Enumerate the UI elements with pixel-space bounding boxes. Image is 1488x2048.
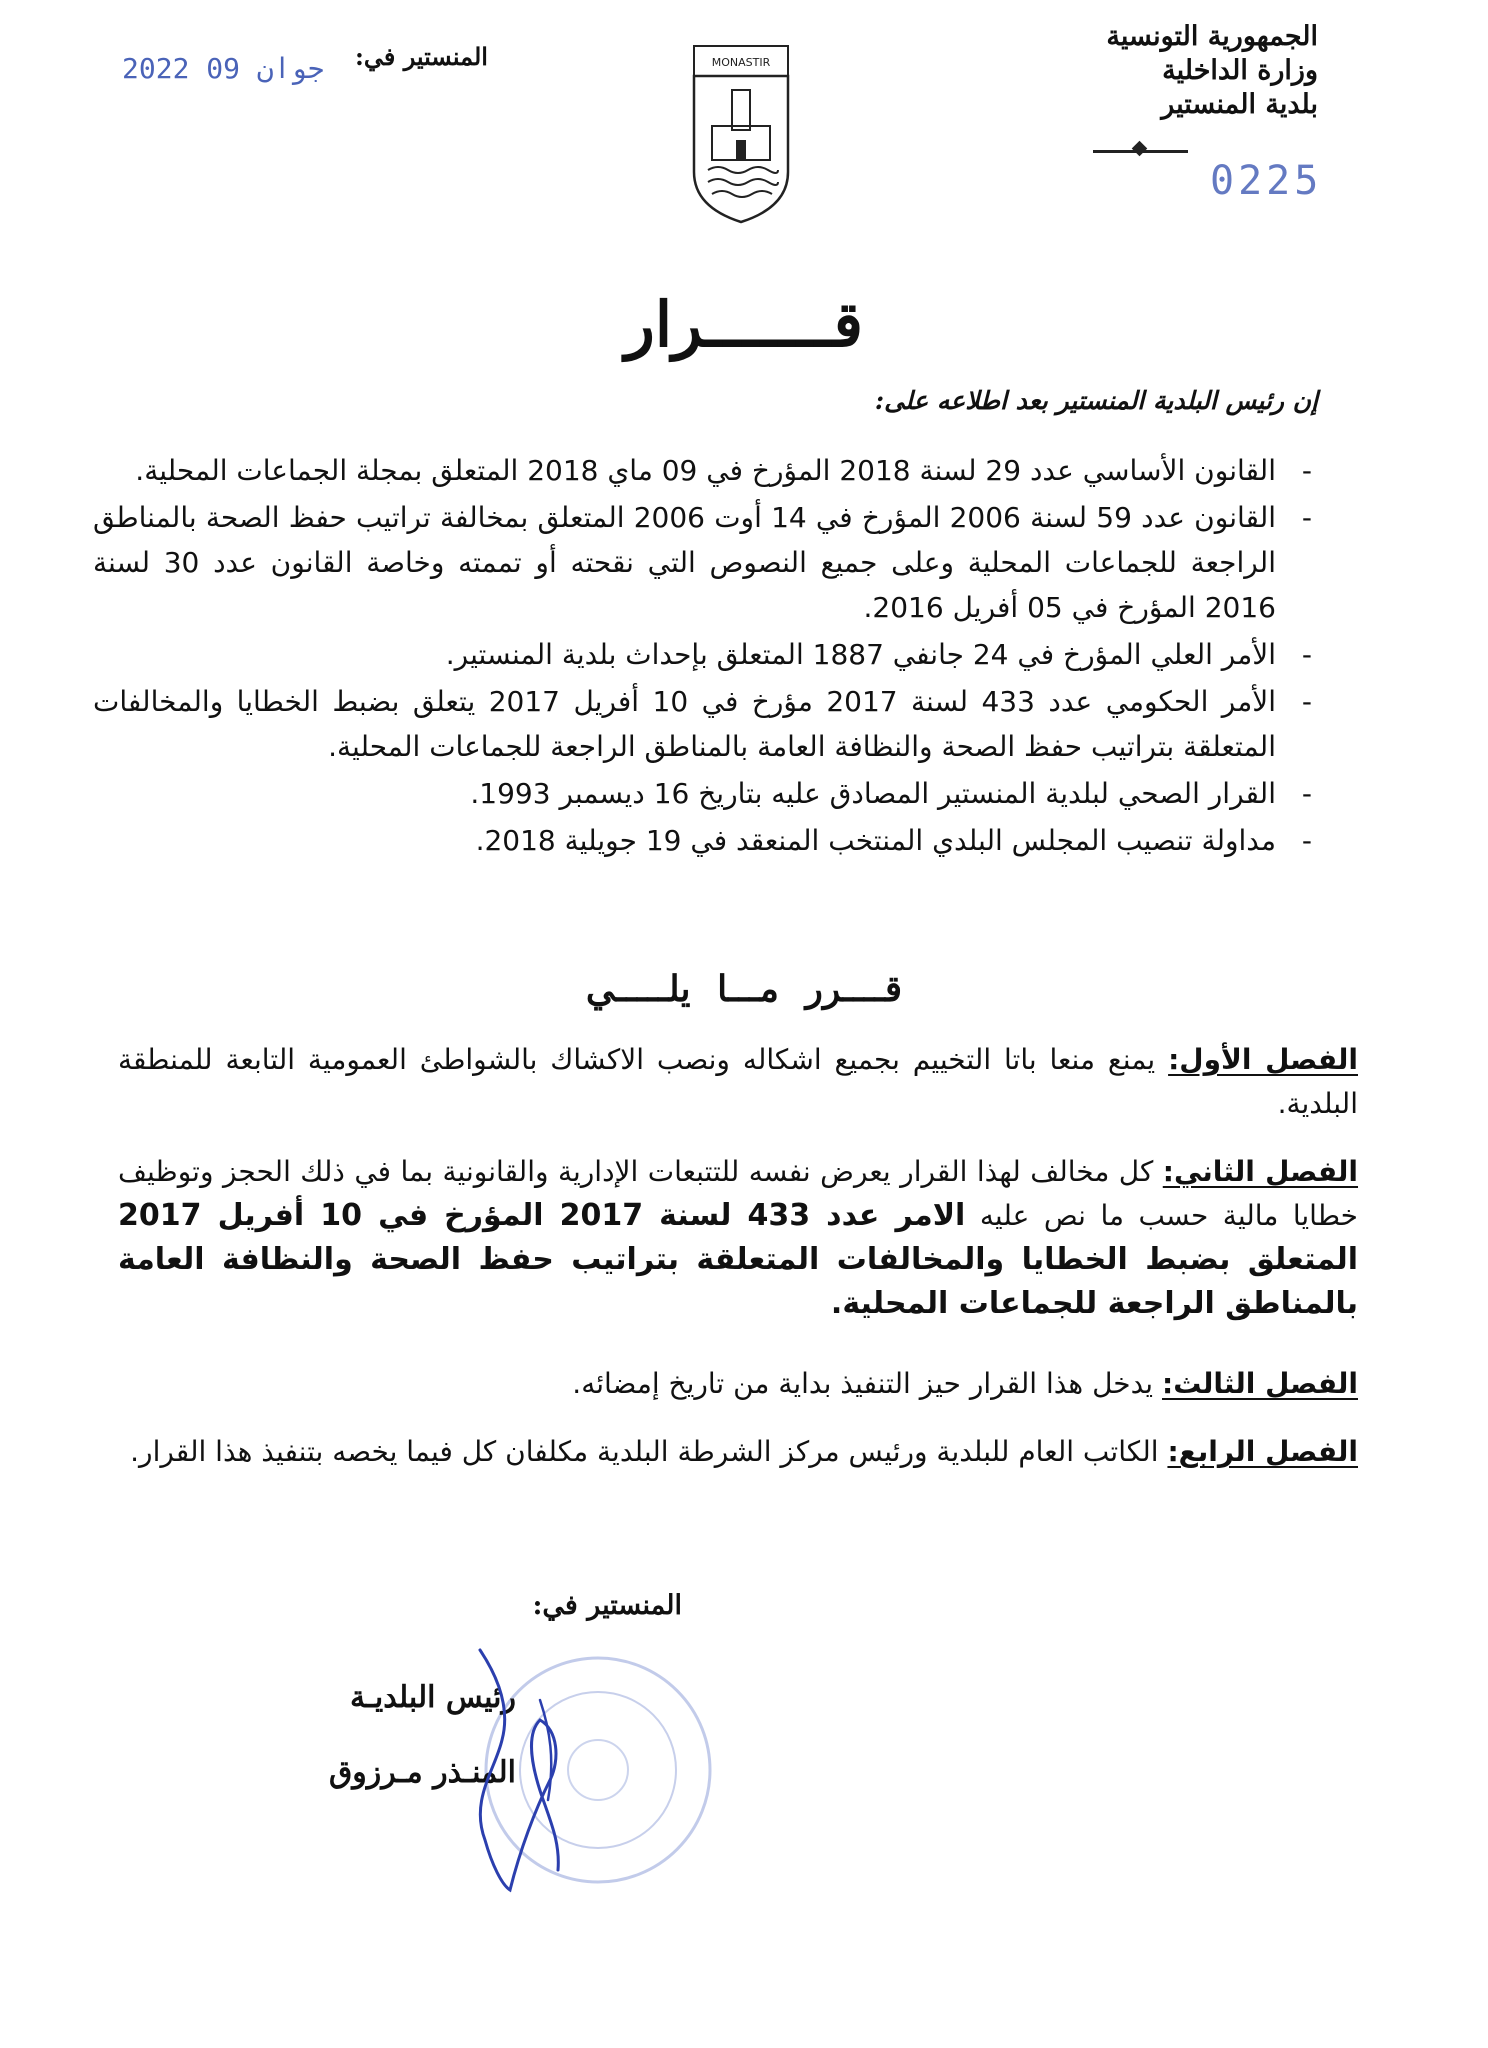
article-text: كل مخالف لهذا القرار يعرض نفسه للتتبعات الإدارية والقانونية بما في ذلك الحجز وتوظيف خطايا مالية حسب ما نص عليه [118, 1155, 1358, 1232]
decides-heading: قــــرر مـــا يلـــــي [585, 968, 903, 1010]
reference-number-stamp: 0225 [1210, 158, 1323, 204]
list-item: - القرار الصحي لبلدية المنستير المصادق عليه بتاريخ 16 ديسمبر 1993. [93, 771, 1318, 816]
list-item: - مداولة تنصيب المجلس البلدي المنتخب المنعقد في 19 جويلية 2018. [93, 818, 1318, 863]
bullet-dash-icon: - [1301, 685, 1312, 718]
letterhead-line-municipality: بلدية المنستير [1161, 89, 1318, 120]
bullet-dash-icon: - [1301, 501, 1312, 534]
article-text-bold: الامر عدد 433 لسنة 2017 المؤرخ في 10 أفريل 2017 المتعلق بضبط الخطايا والمخالفات المتعلقة بتراتيب حفظ الصحة والنظافة العامة بالمناطق الراجعة للجماعات المحلية. [118, 1198, 1358, 1321]
article-label: الفصل الثاني: [1162, 1155, 1359, 1188]
signature-place: المنستير في: [532, 1590, 682, 1621]
article-text: يمنع منعا باتا التخييم بجميع اشكاله ونصب الاكشاك بالشواطئ العمومية التابعة للمنطقة البلدية. [118, 1043, 1358, 1120]
intro-line: إن رئيس البلدية المنستير بعد اطلاعه على: [874, 386, 1318, 415]
article-1 [118, 1038, 1358, 1126]
article-3 [118, 1362, 1358, 1406]
bullet-dash-icon: - [1301, 638, 1312, 671]
municipality-crest-icon [688, 42, 794, 226]
signatory-role: رئيس البلديـة [349, 1680, 516, 1715]
article-label: الفصل الثالث: [1162, 1367, 1358, 1400]
crest-label: MONASTIR [711, 56, 771, 69]
list-item: - الأمر الحكومي عدد 433 لسنة 2017 مؤرخ في 10 أفريل 2017 يتعلق بضبط الخطايا والمخالفات المتعلقة بتراتيب حفظ الصحة والنظافة العامة بالمناطق الراجعة للجماعات المحلية. [93, 679, 1318, 769]
handwritten-signature-icon [440, 1640, 650, 1900]
article-text: يدخل هذا القرار حيز التنفيذ بداية من تاريخ إمضائه. [572, 1367, 1162, 1400]
signatory-name: المنـذر مـرزوق [328, 1755, 516, 1790]
reference-divider [1093, 150, 1188, 153]
date-label: المنستير في: [355, 42, 488, 71]
letterhead [1008, 20, 1318, 122]
decision-title: قـــــــرار [624, 288, 864, 361]
letterhead-line-republic: الجمهورية التونسية [1106, 21, 1318, 52]
bullet-dash-icon: - [1301, 454, 1312, 487]
article-label: الفصل الرابع: [1167, 1435, 1358, 1468]
article-2 [118, 1150, 1358, 1326]
bullet-dash-icon: - [1301, 777, 1312, 810]
article-label: الفصل الأول: [1168, 1043, 1358, 1076]
list-item: - الأمر العلي المؤرخ في 24 جانفي 1887 المتعلق بإحداث بلدية المنستير. [93, 632, 1318, 677]
list-item: - القانون عدد 59 لسنة 2006 المؤرخ في 14 أوت 2006 المتعلق بمخالفة تراتيب حفظ الصحة بالمناطق الراجعة للجماعات المحلية وعلى جميع النصوص التي نقحته أو تممته وخاصة القانون عدد 30 لسنة 2016 المؤرخ في 05 أفريل 2016. [93, 495, 1318, 630]
article-text: الكاتب العام للبلدية ورئيس مركز الشرطة البلدية مكلفان كل فيما يخصه بتنفيذ هذا القرار. [130, 1435, 1168, 1468]
article-4 [118, 1430, 1358, 1474]
letterhead-line-ministry: وزارة الداخلية [1162, 55, 1318, 86]
preamble-list [93, 448, 1318, 865]
bullet-dash-icon: - [1301, 824, 1312, 857]
list-item: - القانون الأساسي عدد 29 لسنة 2018 المؤرخ في 09 ماي 2018 المتعلق بمجلة الجماعات المحلية. [93, 448, 1318, 493]
date-stamp: 2022 جوان 09 [122, 52, 325, 85]
